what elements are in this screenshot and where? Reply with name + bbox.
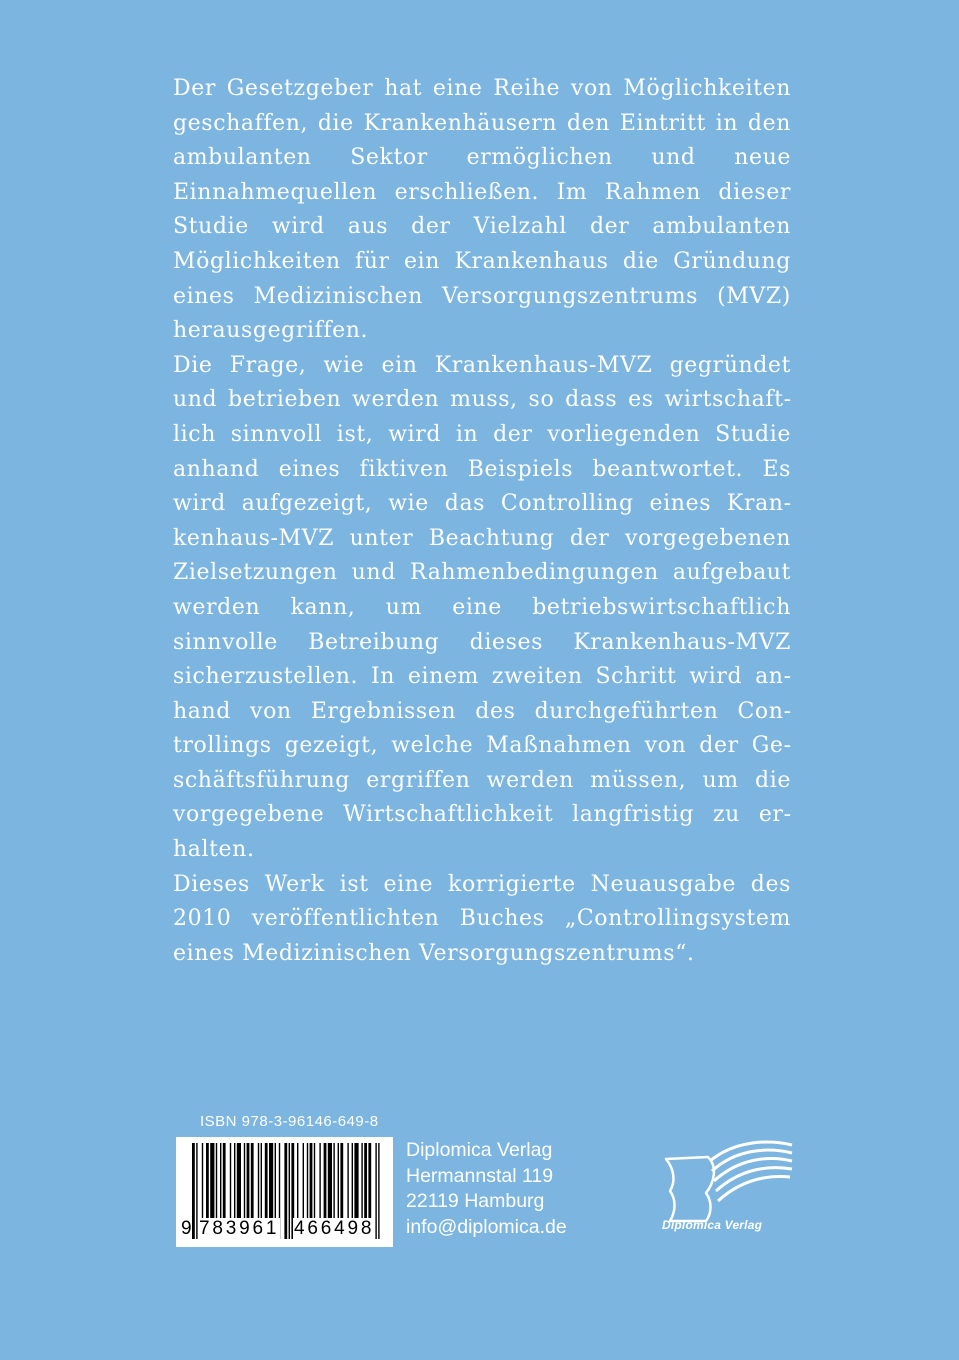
publisher-street: Hermannstal 119 [406, 1164, 554, 1187]
barcode-digits-group-1: 783961 [199, 1218, 280, 1239]
publisher-name: Diplomica Verlag [406, 1139, 553, 1161]
barcode-bar [284, 1143, 287, 1239]
publisher-logo-text: Diplomica Verlag [662, 1218, 763, 1232]
back-cover-blurb [173, 72, 791, 971]
barcode-digit-lead: 9 [181, 1218, 195, 1239]
blurb-paragraph-1: Der Gesetzgeber hat eine Reihe von Möglichkeiten geschaffen, die Krankenhäusern den Eintritt in den ambulanten Sektor ermöglichen und neue Einnahmequellen erschließen. Im Rahmen dieser Studie wird aus der Vielzahl der ambulanten Möglichkeiten für ein Krankenhaus die Gründung eines Medizinischen Versorgungszentrums (MVZ) herausgegriffen. [173, 76, 791, 344]
blurb-paragraph-2: Die Frage, wie ein Krankenhaus-MVZ gegründet und betrieben werden muss, so dass es wirtschaftlich sinnvoll ist, wird in der vorliegenden Studie anhand eines fiktiven Beispiels beantwortet. Es wird aufgezeigt, wie das Controlling eines Krankenhaus-MVZ unter Beachtung der vorgegebenen Zielsetzungen und Rahmenbedingungen aufgebaut werden kann, um eine betriebswirtschaftlich sinnvolle Betreibung dieses Krankenhaus-MVZ sicherzustellen. In einem zweiten Schritt wird anhand von Ergebnissen des durchgeführten Controllings gezeigt, welche Maßnahmen von der Geschäftsführung ergriffen werden müssen, um die vorgegebene Wirtschaftlichkeit langfristig zu erhalten. [173, 352, 791, 863]
barcode-bar [375, 1143, 376, 1239]
publisher-email[interactable]: info@diplomica.de [406, 1215, 567, 1238]
blurb-paragraph-3: Dieses Werk ist eine korrigierte Neuausgabe des 2010 veröffentlichten Buches „Controllingsystem eines Medizinischen Versorgungszentrums“. [173, 871, 791, 966]
isbn-label: ISBN 978-3-96146-649-8 [200, 1113, 379, 1130]
publisher-city: 22119 Hamburg [406, 1190, 545, 1212]
barcode-bar [289, 1143, 290, 1239]
isbn-barcode [176, 1137, 393, 1247]
publisher-address [406, 1138, 567, 1240]
barcode-bar [378, 1143, 379, 1239]
barcode-digits-group-2: 466498 [294, 1218, 375, 1239]
